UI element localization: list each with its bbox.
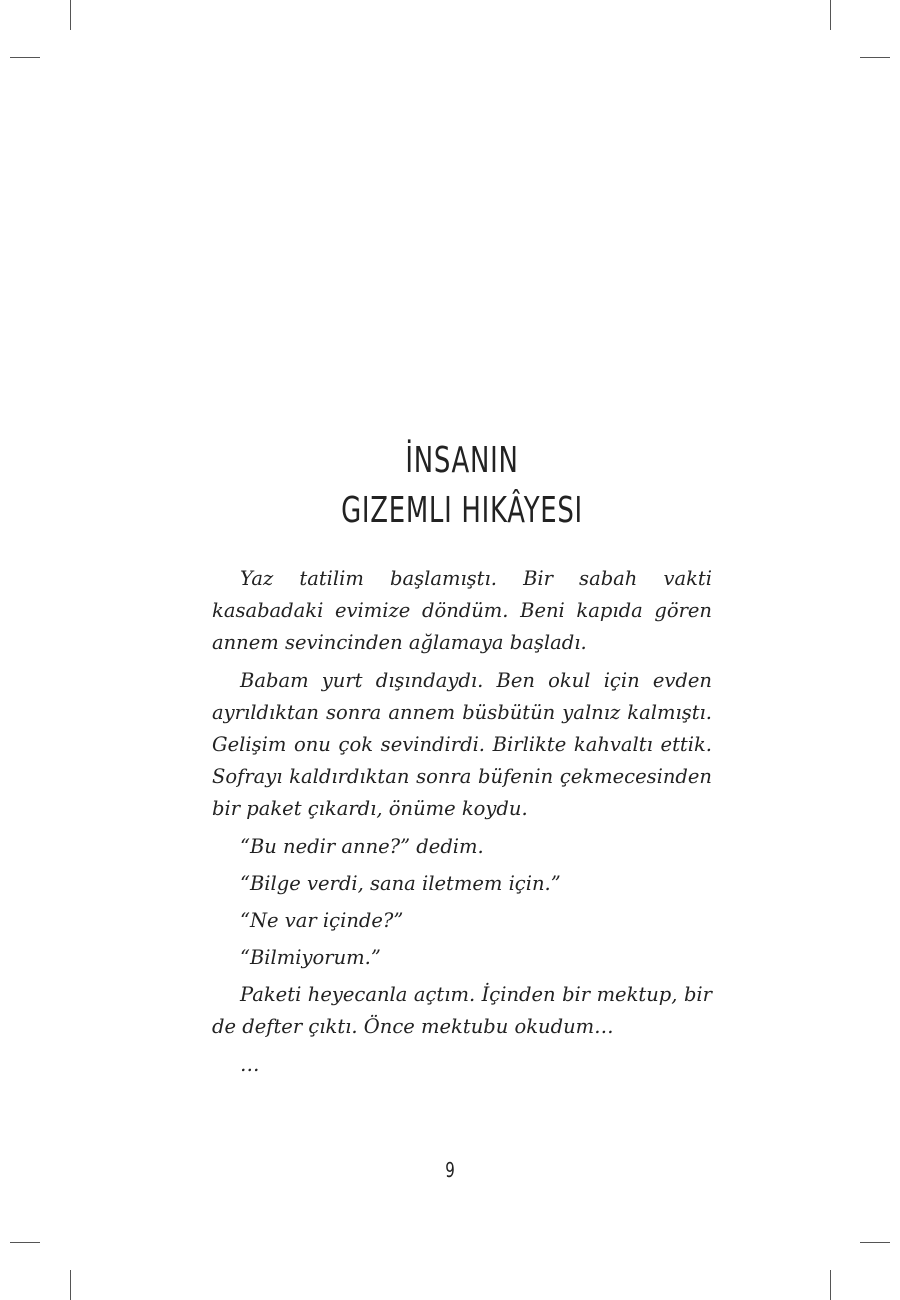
crop-mark-bottom-left-horizontal <box>10 1242 40 1243</box>
crop-mark-top-right-vertical <box>830 0 831 30</box>
crop-mark-bottom-right-horizontal <box>860 1242 890 1243</box>
paragraph: Yaz tatilim başlamıştı. Bir sabah vakti kasabadaki evimize döndüm. Beni kapıda gören annem sevincinden ağlamaya başladı. <box>212 567 712 654</box>
paragraph: Paketi heyecanla açtım. İçinden bir mektup, bir de defter çıktı. Önce mektubu okudum… <box>212 983 712 1038</box>
dialog-line: “Ne var içinde?” <box>240 909 404 932</box>
crop-mark-top-right-horizontal <box>860 57 890 58</box>
dialog-line: “Bilge verdi, sana iletmem için.” <box>240 872 561 895</box>
crop-mark-top-left-vertical <box>70 0 71 30</box>
page-number: 9 <box>445 1158 455 1182</box>
crop-mark-top-left-horizontal <box>10 57 40 58</box>
chapter-text <box>212 563 712 1087</box>
crop-mark-bottom-left-vertical <box>70 1270 71 1300</box>
dialog-line: “Bilmiyorum.” <box>240 946 381 969</box>
dialog-line: “Bu nedir anne?” dedim. <box>240 835 484 858</box>
crop-mark-bottom-right-vertical <box>830 1270 831 1300</box>
chapter-title-line-2: GIZEMLI HIKÂYESI <box>341 490 583 531</box>
chapter-title-line-1: İNSANIN <box>405 440 519 481</box>
ellipsis-line: … <box>240 1053 260 1076</box>
paragraph: Babam yurt dışındaydı. Ben okul için evden ayrıldıktan sonra annem büsbütün yalnız kalmıştı. Gelişim onu çok sevindirdi. Birlikte kahvaltı ettik. Sofrayı kaldırdıktan sonra büfenin çekmecesinden bir paket çıkardı, önüme koydu. <box>212 669 712 820</box>
chapter-title <box>212 436 712 536</box>
